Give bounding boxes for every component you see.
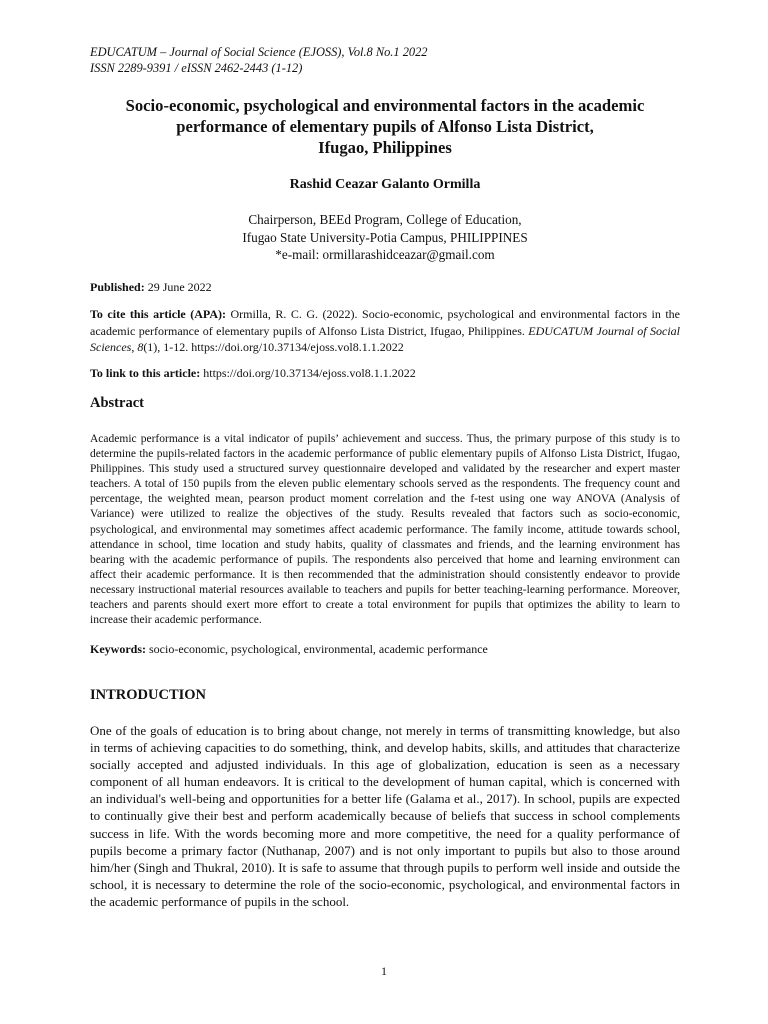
article-link-label: To link to this article: xyxy=(90,366,201,380)
citation-sep: , xyxy=(131,340,138,354)
published-label: Published: xyxy=(90,280,145,294)
affiliation-email[interactable]: *e-mail: ormillarashidceazar@gmail.com xyxy=(275,247,495,262)
abstract-text: Academic performance is a vital indicator of pupils’ achievement and success. Thus, the primary purpose of this study is to determine the pupils-related factors in the academic performance of public elementary pupils of Alfonso Lista District, Ifugao, Philippines. This study used a structured survey questionnaire developed and validated by the researcher and expert master teachers. A total of 150 pupils from the eleven public elementary schools served as the respondents. The frequency count and percentage, the weighted mean, pearson product moment correlation and the f-test using one way ANOVA (Analysis of Variance) were utilized to realize the objectives of the study. Results revealed that factors such as socio-economic, psychological, and environmental may sometimes affect academic performance. The family income, attitude towards school, attendance in school, time location and study habits, quality of classmates and friends, and the learning environment has bearing with the academic performance of pupils. The respondents also perceived that home and learning environment can affect their academic performance. It is then recommended that the administration should consistently endeavor to provide necessary instructional material resources available to teachers and pupils for better teaching-learning performance. Moreover, teachers and parents should exert more effort to create a total environment for pupils that optimizes the ability to learn to increase their academic performance. xyxy=(90,433,680,627)
citation-text: Ormilla, R. C. G. (2022). Socio-economic, psychological and environmental factors in the academic performance of elementary pupils of Alfonso Lista District, Ifugao, Philippines. xyxy=(90,307,680,338)
citation-rest: (1), 1-12. https://doi.org/10.37134/ejoss.vol8.1.1.2022 xyxy=(143,340,404,354)
journal-header-line1: EDUCATUM – Journal of Social Science (EJOSS), Vol.8 No.1 2022 xyxy=(90,45,428,59)
paper-title-line3: Ifugao, Philippines xyxy=(318,138,452,157)
published-info xyxy=(90,279,680,296)
introduction-heading: INTRODUCTION xyxy=(90,687,207,703)
citation-block xyxy=(90,306,680,356)
article-link xyxy=(90,365,680,382)
journal-header-line2: ISSN 2289-9391 / eISSN 2462-2443 (1-12) xyxy=(90,61,303,75)
affiliation-line2: Ifugao State University-Potia Campus, PHILIPPINES xyxy=(242,229,528,245)
paper-title-line2: performance of elementary pupils of Alfonso Lista District, xyxy=(176,117,594,136)
published-date: 29 June 2022 xyxy=(147,280,212,294)
keywords-value: socio-economic, psychological, environmental, academic performance xyxy=(149,642,488,656)
journal-header xyxy=(90,44,427,76)
citation-label: To cite this article (APA): xyxy=(90,307,226,321)
keywords xyxy=(90,642,680,657)
abstract-heading: Abstract xyxy=(90,395,144,411)
citation-volume: 8 xyxy=(137,340,144,354)
citation-journal: EDUCATUM Journal of Social Sciences xyxy=(90,323,681,354)
page-number: 1 xyxy=(381,964,387,978)
author-name: Rashid Ceazar Galanto Ormilla xyxy=(289,177,481,192)
paper-title xyxy=(90,95,680,158)
keywords-label: Keywords: xyxy=(90,642,146,656)
article-link-url[interactable]: https://doi.org/10.37134/ejoss.vol8.1.1.2022 xyxy=(203,366,416,380)
affiliation-line1: Chairperson, BEEd Program, College of Education, xyxy=(248,212,522,227)
introduction-text: One of the goals of education is to bring about change, not merely in terms of transmitting knowledge, but also in terms of achieving capacities to do something, think, and develop habits, skills, and attitudes that characterize socially accepted and adjusted individuals. In this age of globalization, education is seen as a necessary component of all human endeavors. It is critical to the development of human capital, which is concerned with an individual's well-being and opportunities for a better life (Galama et al., 2017). In school, pupils are expected to continually give their best and perform academically because of beliefs that success in school complements success in life. With the words becoming more and more competitive, the need for a quality performance of pupils become a primary factor (Nuthanap, 2007) and is not only important to pupils but also to those around him/her (Singh and Thukral, 2010). It is safe to assume that through pupils to perform well inside and outside the school, it is necessary to determine the role of the socio-economic, psychological, and environmental factors in the academic performance of pupils in the school. xyxy=(90,723,680,909)
paper-title-line1: Socio-economic, psychological and environmental factors in the academic xyxy=(125,96,645,115)
affiliation xyxy=(90,211,680,264)
